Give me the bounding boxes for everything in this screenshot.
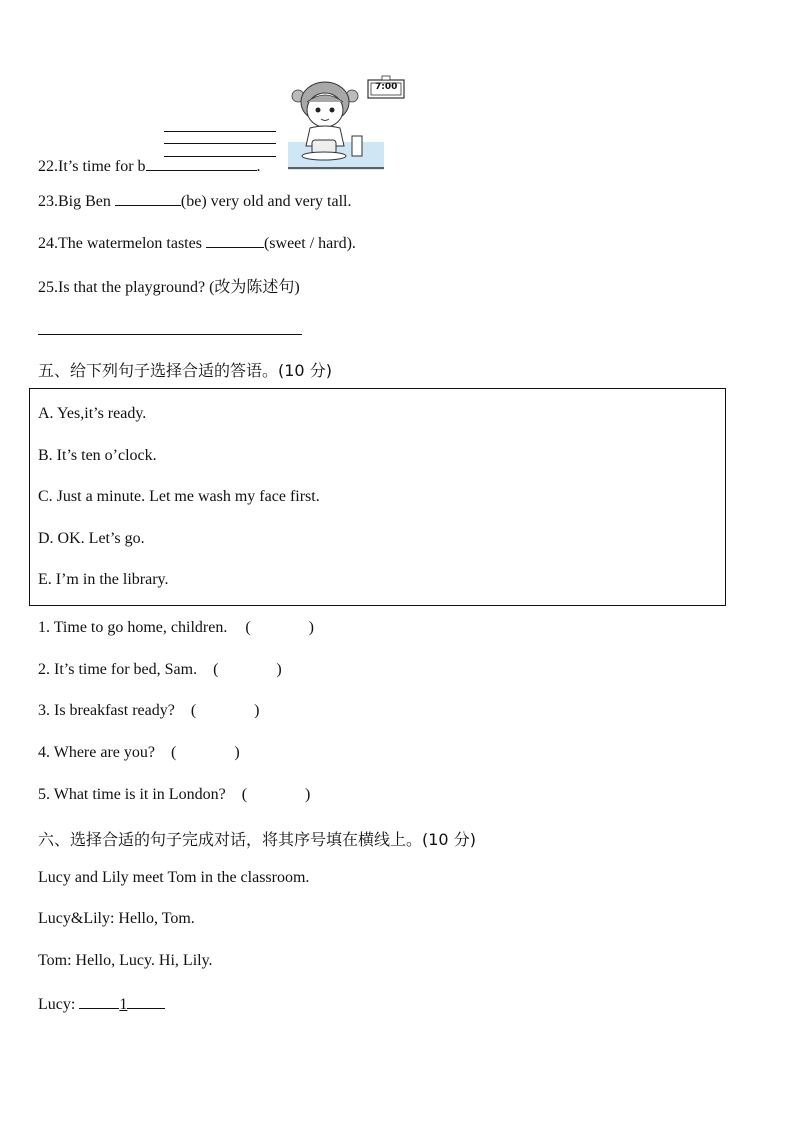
- question-number: 22.: [38, 158, 58, 175]
- match-question-4: 4. Where are you? ( ): [38, 744, 240, 761]
- answer-paren[interactable]: ( ): [245, 619, 314, 636]
- answer-blank[interactable]: [115, 191, 181, 206]
- answer-blank[interactable]: [79, 994, 119, 1009]
- match-question-1: 1. Time to go home, children. ( ): [38, 619, 314, 636]
- answer-paren[interactable]: ( ): [190, 702, 260, 719]
- dialogue-line: Tom: Hello, Lucy. Hi, Lily.: [38, 952, 213, 969]
- breakfast-illustration: [286, 74, 408, 174]
- dialogue-intro: Lucy and Lily meet Tom in the classroom.: [38, 869, 310, 886]
- option-e: E. I’m in the library.: [38, 571, 169, 588]
- clock-time: 7:00: [375, 82, 398, 92]
- answer-blank[interactable]: [127, 994, 165, 1009]
- section-6-title: 六、选择合适的句子完成对话，将其序号填在横线上。(10 分): [38, 830, 476, 849]
- answer-blank[interactable]: [206, 233, 264, 248]
- answer-paren[interactable]: ( ): [241, 786, 311, 803]
- question-25: 25.Is that the playground? (改为陈述句): [38, 279, 300, 296]
- option-b: B. It’s ten o’clock.: [38, 447, 157, 464]
- question-text: It’s time for b: [58, 158, 146, 175]
- answer-paren[interactable]: ( ): [170, 744, 240, 761]
- option-a: A. Yes,it’s ready.: [38, 405, 147, 422]
- match-question-3: 3. Is breakfast ready? ( ): [38, 702, 260, 719]
- question-22: 22.It’s time for b .: [38, 158, 261, 175]
- option-c: C. Just a minute. Let me wash my face first.: [38, 488, 320, 505]
- answer-blank[interactable]: [146, 156, 257, 171]
- answer-paren[interactable]: ( ): [213, 661, 282, 678]
- blank-number: 1: [119, 996, 128, 1013]
- dialogue-line: Lucy&Lily: Hello, Tom.: [38, 910, 195, 927]
- answer-line[interactable]: [164, 143, 276, 144]
- match-question-5: 5. What time is it in London? ( ): [38, 786, 311, 803]
- question-23: 23.Big Ben (be) very old and very tall.: [38, 193, 352, 210]
- section-5-title: 五、给下列句子选择合适的答语。(10 分): [38, 361, 332, 380]
- match-question-2: 2. It’s time for bed, Sam. ( ): [38, 661, 282, 678]
- answer-line[interactable]: [164, 131, 276, 132]
- question-24: 24.The watermelon tastes (sweet / hard).: [38, 235, 356, 252]
- option-d: D. OK. Let’s go.: [38, 530, 145, 547]
- dialogue-line-lucy: Lucy: 1: [38, 994, 165, 1014]
- answer-line[interactable]: [38, 334, 302, 335]
